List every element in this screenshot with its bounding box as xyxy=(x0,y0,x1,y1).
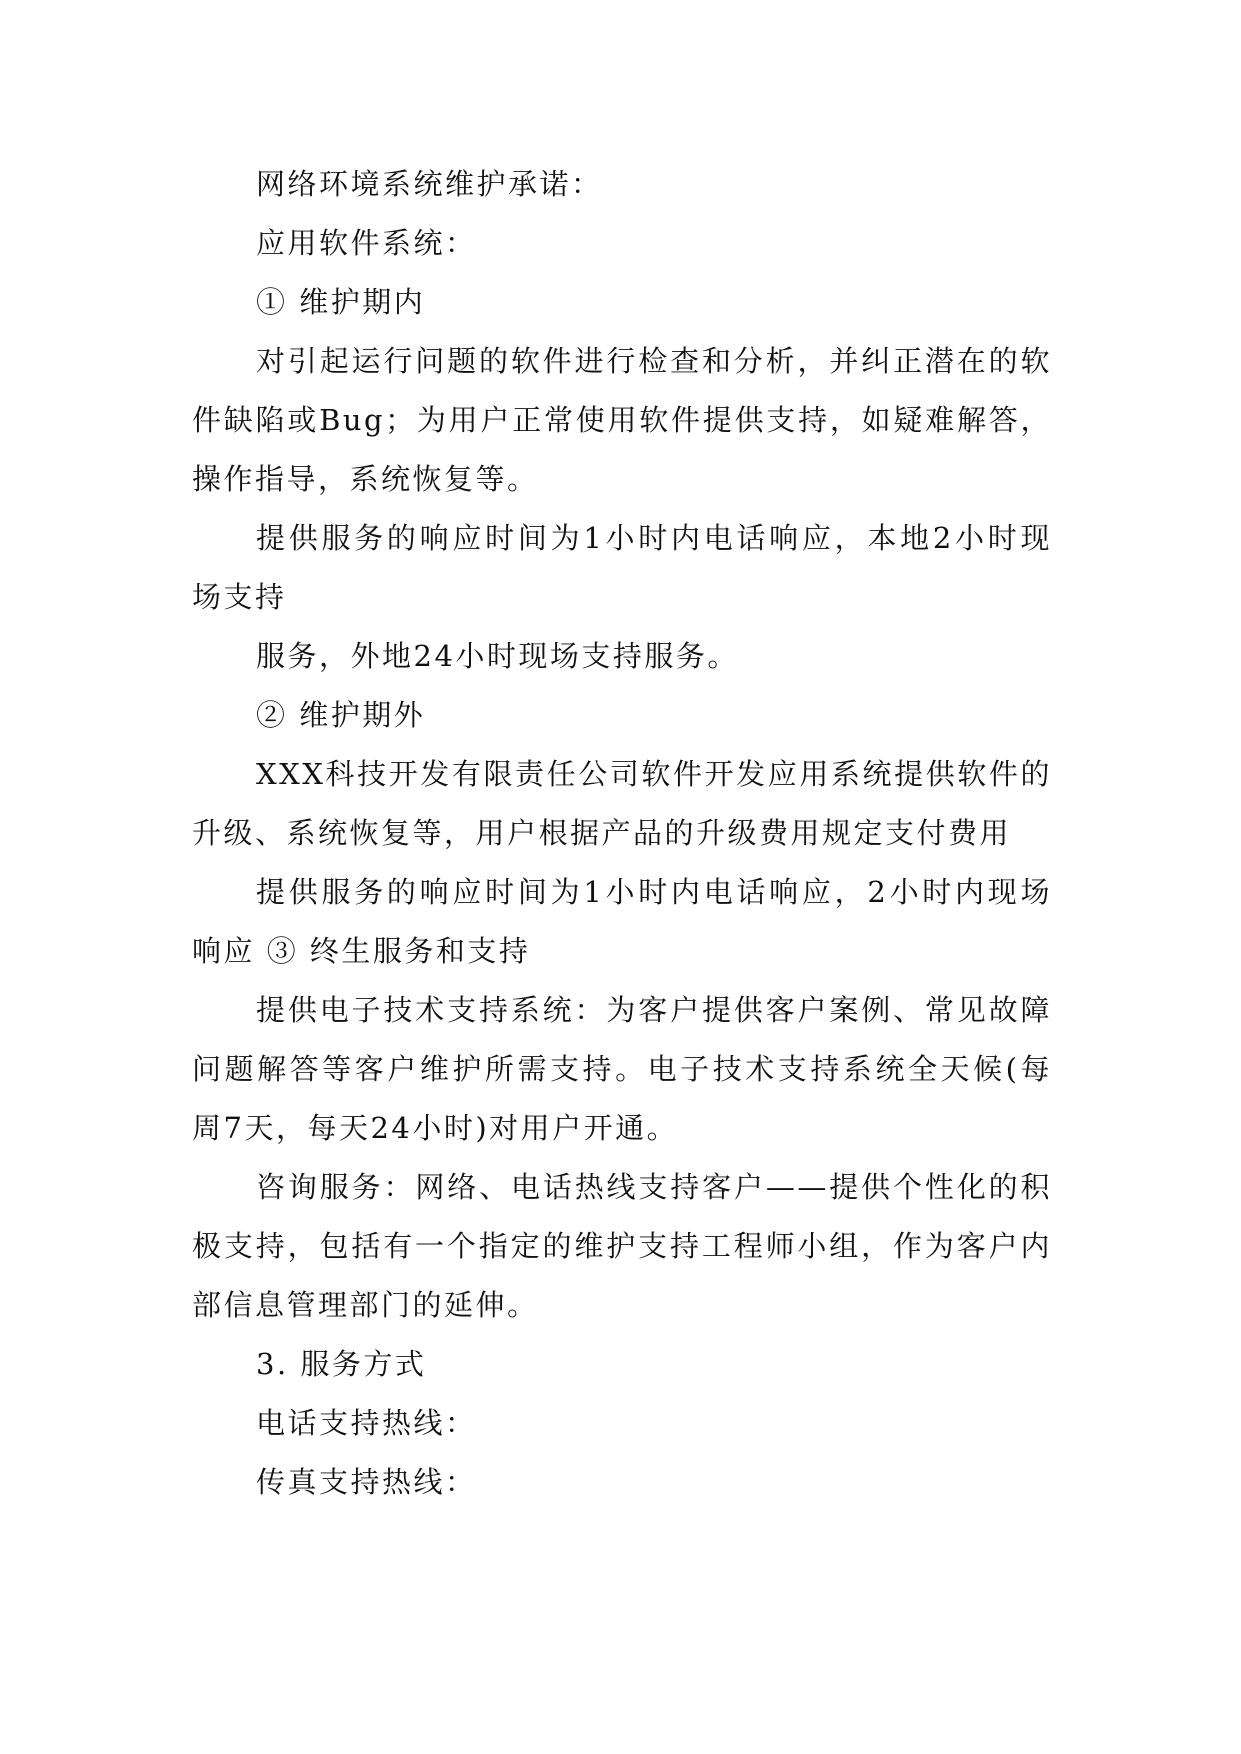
item-outside-maintenance xyxy=(192,686,1052,745)
paragraph-text: ① 维护期内 xyxy=(256,285,426,319)
paragraph-electronic-support xyxy=(192,981,1052,1158)
paragraph-response-time xyxy=(192,509,1052,627)
paragraph-consulting xyxy=(192,1158,1052,1335)
paragraph-response-lifetime xyxy=(192,863,1052,981)
document-body xyxy=(192,155,1052,1512)
paragraph-text: 传真支持热线： xyxy=(256,1465,477,1499)
paragraph-upgrade xyxy=(192,745,1052,863)
paragraph-text: 提供服务的响应时间为1小时内电话响应，2小时内现场响应 ③ 终生服务和支持 xyxy=(192,875,1052,968)
paragraph-text: 应用软件系统： xyxy=(256,226,477,260)
heading-commitment xyxy=(192,155,1052,214)
heading-app-software xyxy=(192,214,1052,273)
line-fax-hotline xyxy=(192,1453,1052,1512)
item-within-maintenance xyxy=(192,273,1052,332)
paragraph-text: 提供电子技术支持系统：为客户提供客户案例、常见故障问题解答等客户维护所需支持。电子技术支持系统全天候(每周7天，每天24小时)对用户开通。 xyxy=(192,993,1052,1145)
paragraph-text: 咨询服务：网络、电话热线支持客户——提供个性化的积极支持，包括有一个指定的维护支持工程师小组，作为客户内部信息管理部门的延伸。 xyxy=(192,1170,1052,1322)
line-phone-hotline xyxy=(192,1394,1052,1453)
paragraph-remote-service xyxy=(192,627,1052,686)
paragraph-text: XXX科技开发有限责任公司软件开发应用系统提供软件的升级、系统恢复等，用户根据产品的升级费用规定支付费用 xyxy=(192,757,1052,850)
paragraph-text: 服务，外地24小时现场支持服务。 xyxy=(256,639,739,673)
paragraph-text: ② 维护期外 xyxy=(256,698,426,732)
paragraph-text: 电话支持热线： xyxy=(256,1406,477,1440)
paragraph-text: 网络环境系统维护承诺： xyxy=(256,167,603,201)
paragraph-inspection xyxy=(192,332,1052,509)
paragraph-text: 提供服务的响应时间为1小时内电话响应，本地2小时现场支持 xyxy=(192,521,1052,614)
paragraph-text: 对引起运行问题的软件进行检查和分析，并纠正潜在的软件缺陷或Bug；为用户正常使用软件提供支持，如疑难解答，操作指导，系统恢复等。 xyxy=(192,344,1052,496)
paragraph-text: 3. 服务方式 xyxy=(256,1347,427,1381)
heading-service-mode xyxy=(192,1335,1052,1394)
